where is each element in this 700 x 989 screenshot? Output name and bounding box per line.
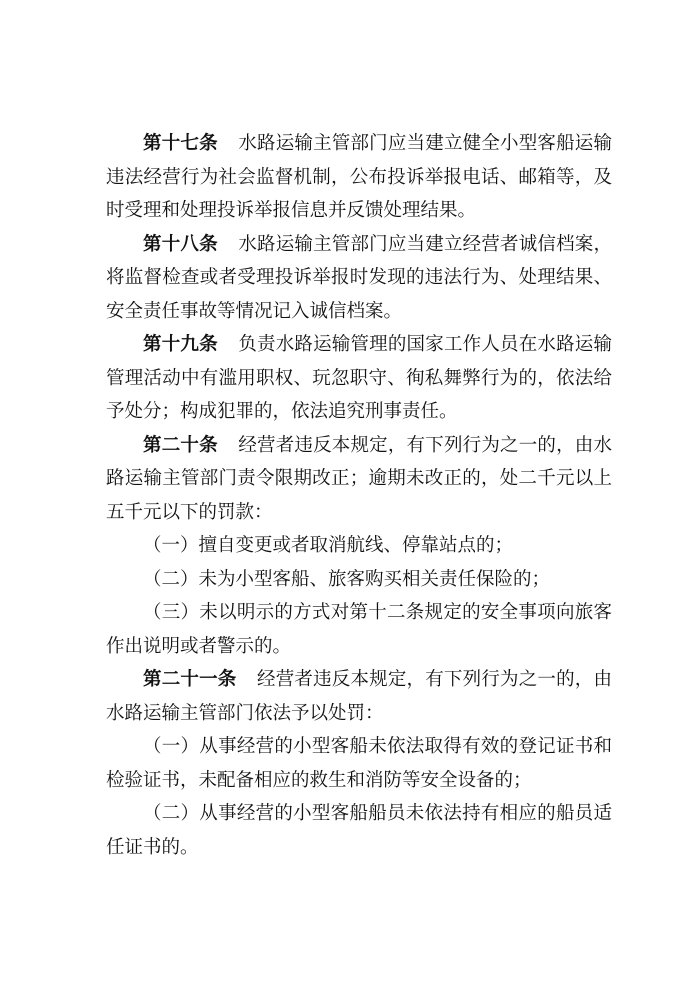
document-body xyxy=(106,127,612,864)
article-20-item-2: （二）未为小型客船、旅客购买相关责任保险的； xyxy=(143,568,551,590)
article-number: 第十九条 xyxy=(143,334,218,355)
article-18 xyxy=(106,228,612,329)
article-21-item-2: （二）从事经营的小型客船船员未依法持有相应的船员适任证书的。 xyxy=(106,803,612,858)
article-17 xyxy=(106,127,612,228)
article-19 xyxy=(106,328,612,429)
article-text: 经营者违反本规定，有下列行为之一的，由水路运输主管部门依法予以处罚： xyxy=(106,669,612,724)
article-20-item-1: （一）擅自变更或者取消航线、停靠站点的； xyxy=(143,535,514,556)
article-text: 负责水路运输管理的国家工作人员在水路运输管理活动中有滥用职权、玩忽职守、徇私舞弊行为的，依法给予处分；构成犯罪的，依法追究刑事责任。 xyxy=(106,334,612,422)
article-text: 经营者违反本规定，有下列行为之一的，由水路运输主管部门责令限期改正；逾期未改正的，处二千元以上五千元以下的罚款： xyxy=(106,434,612,523)
article-number: 第二十条 xyxy=(143,434,218,456)
article-number: 第二十一条 xyxy=(143,669,237,690)
article-number: 第十八条 xyxy=(143,233,218,255)
article-20 xyxy=(106,429,612,530)
article-21 xyxy=(106,663,612,730)
article-text: 水路运输主管部门应当建立经营者诚信档案，将监督检查或者受理投诉举报时发现的违法行为、处理结果、安全责任事故等情况记入诚信档案。 xyxy=(106,233,612,322)
article-20-item-3: （三）未以明示的方式对第十二条规定的安全事项向旅客作出说明或者警示的。 xyxy=(106,602,612,657)
article-number: 第十七条 xyxy=(143,133,218,154)
article-21-item-1: （一）从事经营的小型客船未依法取得有效的登记证书和检验证书，未配备相应的救生和消防等安全设备的； xyxy=(106,736,612,791)
article-text: 水路运输主管部门应当建立健全小型客船运输违法经营行为社会监督机制，公布投诉举报电话、邮箱等，及时受理和处理投诉举报信息并反馈处理结果。 xyxy=(106,133,612,221)
